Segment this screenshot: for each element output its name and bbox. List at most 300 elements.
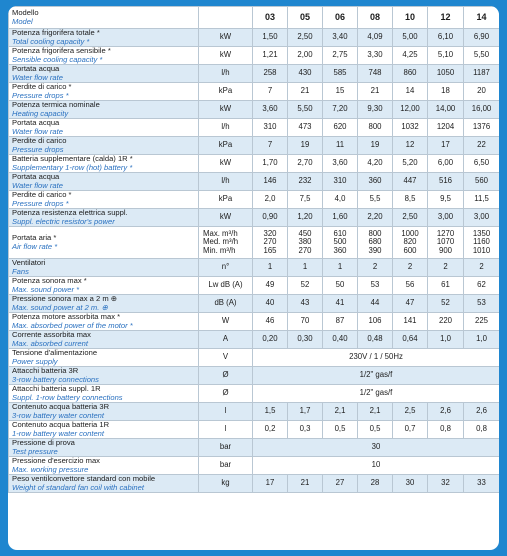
table-row: [9, 295, 500, 313]
model-label-cell: [9, 7, 199, 29]
value-line: 1160: [473, 237, 490, 247]
row-unit: V: [199, 349, 253, 367]
row-unit: kW: [199, 209, 253, 227]
row-value: 22: [464, 137, 500, 155]
row-value: 1,21: [253, 47, 288, 65]
row-unit: kPa: [199, 137, 253, 155]
row-span-value: 1/2" gas/f: [253, 367, 500, 385]
row-value: 748: [358, 65, 393, 83]
row-label-it: Batteria supplementare (calda) 1R *: [12, 154, 133, 163]
row-description: [9, 421, 199, 439]
row-description: [9, 439, 199, 457]
row-label-en: Pressure drops *: [12, 198, 69, 208]
row-value: 53: [358, 277, 393, 295]
value-line: 680: [368, 237, 382, 247]
row-value: 800: [358, 119, 393, 137]
row-label-en: Air flow rate *: [12, 241, 58, 251]
row-unit: kW: [199, 101, 253, 119]
row-value: 16,00: [464, 101, 500, 119]
row-value: 5,5: [358, 191, 393, 209]
row-span-value: 10: [253, 457, 500, 475]
row-value: 0,5: [323, 421, 358, 439]
row-value: 47: [393, 295, 428, 313]
model-number: 03: [253, 7, 288, 29]
row-value: 6,90: [464, 29, 500, 47]
row-label-it: Tensione d'alimentazione: [12, 348, 98, 357]
row-value: 0,5: [358, 421, 393, 439]
row-value: 9,30: [358, 101, 393, 119]
row-value: 19: [288, 137, 323, 155]
row-value: 220: [428, 313, 464, 331]
model-label-en: Model: [12, 16, 33, 26]
row-description: [9, 475, 199, 493]
row-description: [9, 65, 199, 83]
row-label-it: Pressione sonora max a 2 m ⊕: [12, 294, 118, 303]
row-description: [9, 367, 199, 385]
table-row: [9, 349, 500, 367]
value-line: 165: [263, 245, 277, 255]
row-label-en: Water flow rate: [12, 72, 63, 82]
row-value: 15: [323, 83, 358, 101]
row-value: 2,75: [323, 47, 358, 65]
row-description: [9, 191, 199, 209]
row-value: 2,6: [428, 403, 464, 421]
row-value: 56: [393, 277, 428, 295]
table-row: [9, 173, 500, 191]
value-line: 380: [298, 237, 312, 247]
row-label-it: Potenza termica nominale: [12, 100, 100, 109]
row-value: 1,60: [323, 209, 358, 227]
row-value: 0,30: [288, 331, 323, 349]
value-line: 820: [403, 237, 417, 247]
row-value: 0,90: [253, 209, 288, 227]
row-label-it: Corrente assorbita max: [12, 330, 91, 339]
row-value: 516: [428, 173, 464, 191]
row-description: [9, 457, 199, 475]
row-label-it: Contenuto acqua batteria 1R: [12, 420, 110, 429]
row-value: 2,00: [288, 47, 323, 65]
row-value: 7: [253, 137, 288, 155]
row-value: 2,6: [464, 403, 500, 421]
row-label-en: Max. absorbed current: [12, 338, 88, 348]
unit-header-cell: [199, 7, 253, 29]
row-value: 12,00: [393, 101, 428, 119]
row-unit: kW: [199, 155, 253, 173]
row-value: 258: [253, 65, 288, 83]
row-label-en: Power supply: [12, 356, 58, 366]
value-line: 1350: [472, 228, 491, 238]
row-description: [9, 313, 199, 331]
row-value: 44: [358, 295, 393, 313]
row-description: [9, 155, 199, 173]
value-line: 800: [368, 228, 382, 238]
table-row: [9, 209, 500, 227]
row-unit: l/h: [199, 173, 253, 191]
row-value: 17: [253, 475, 288, 493]
row-value: 1: [253, 259, 288, 277]
model-number: 14: [464, 7, 500, 29]
row-unit: [199, 227, 253, 259]
row-value: 1,7: [288, 403, 323, 421]
row-label-it: Ventilatori: [12, 258, 46, 267]
row-label-en: Suppl. electric resistor's power: [12, 216, 115, 226]
row-value: 2,1: [323, 403, 358, 421]
row-value: 310: [253, 119, 288, 137]
value-line: 390: [368, 245, 382, 255]
row-value: 5,00: [393, 29, 428, 47]
row-label-it: Perdite di carico *: [12, 190, 72, 199]
table-row: [9, 331, 500, 349]
row-value: 2: [393, 259, 428, 277]
row-value: 4,09: [358, 29, 393, 47]
value-line: 600: [403, 245, 417, 255]
row-unit: W: [199, 313, 253, 331]
row-unit: kW: [199, 29, 253, 47]
value-line: 1000: [401, 228, 419, 238]
row-value: 1,20: [288, 209, 323, 227]
row-label-it: Attacchi batteria 3R: [12, 366, 79, 375]
row-unit: kg: [199, 475, 253, 493]
row-value: 3,00: [428, 209, 464, 227]
row-value: 43: [288, 295, 323, 313]
row-value: 46: [253, 313, 288, 331]
row-description: [9, 227, 199, 259]
row-value: 2,5: [393, 403, 428, 421]
row-label-en: 3-row battery water content: [12, 410, 105, 420]
table-row: [9, 101, 500, 119]
row-value: 11: [323, 137, 358, 155]
row-description: [9, 137, 199, 155]
row-description: [9, 119, 199, 137]
row-label-it: Pressione di prova: [12, 438, 75, 447]
value-line: 1070: [436, 237, 455, 247]
row-value: 2,0: [253, 191, 288, 209]
row-value: 27: [323, 475, 358, 493]
spec-table: [8, 6, 499, 493]
row-label-it: Potenza sonora max *: [12, 276, 87, 285]
row-value: 4,20: [358, 155, 393, 173]
table-row: [9, 313, 500, 331]
row-value: 28: [358, 475, 393, 493]
row-label-en: 1-row battery water content: [12, 428, 105, 438]
row-value: 30: [393, 475, 428, 493]
row-label-en: Max. sound power *: [12, 284, 80, 294]
table-row: [9, 137, 500, 155]
row-value: 62: [464, 277, 500, 295]
table-row: [9, 119, 500, 137]
row-description: [9, 47, 199, 65]
row-value: 141: [393, 313, 428, 331]
row-value: [428, 227, 464, 259]
row-value: 41: [323, 295, 358, 313]
row-unit: l/h: [199, 119, 253, 137]
table-row: [9, 155, 500, 173]
table-row: [9, 191, 500, 209]
row-value: 0,7: [393, 421, 428, 439]
row-value: 87: [323, 313, 358, 331]
value-line: 270: [263, 237, 277, 247]
row-value: 9,5: [428, 191, 464, 209]
row-value: 53: [464, 295, 500, 313]
row-value: [464, 227, 500, 259]
row-value: 560: [464, 173, 500, 191]
row-value: 1: [288, 259, 323, 277]
row-label-en: Sensible cooling capacity *: [12, 54, 103, 64]
row-span-value: 1/2" gas/f: [253, 385, 500, 403]
row-description: [9, 209, 199, 227]
row-value: 4,25: [393, 47, 428, 65]
row-value: 5,50: [464, 47, 500, 65]
row-label-it: Peso ventilconvettore standard con mobile: [12, 474, 156, 483]
row-label-en: Max. working pressure: [12, 464, 89, 474]
row-unit: Ø: [199, 385, 253, 403]
row-value: 70: [288, 313, 323, 331]
row-value: 620: [323, 119, 358, 137]
row-value: 1204: [428, 119, 464, 137]
row-value: 33: [464, 475, 500, 493]
table-row: [9, 457, 500, 475]
row-value: 146: [253, 173, 288, 191]
row-description: [9, 385, 199, 403]
row-value: 2,20: [358, 209, 393, 227]
row-description: [9, 331, 199, 349]
row-description: [9, 403, 199, 421]
row-value: 1032: [393, 119, 428, 137]
row-value: 3,00: [464, 209, 500, 227]
row-value: 0,2: [253, 421, 288, 439]
row-value: 1: [323, 259, 358, 277]
row-unit: dB (A): [199, 295, 253, 313]
row-value: [253, 227, 288, 259]
value-line: 1270: [436, 228, 455, 238]
unit-line: Min. m³/h: [203, 245, 236, 255]
row-value: 14,00: [428, 101, 464, 119]
row-value: 5,20: [393, 155, 428, 173]
row-value: 5,50: [288, 101, 323, 119]
row-value: 18: [428, 83, 464, 101]
table-row: [9, 83, 500, 101]
model-number: 10: [393, 7, 428, 29]
row-value: 21: [288, 475, 323, 493]
row-value: 2: [428, 259, 464, 277]
unit-line: Med. m³/h: [203, 237, 239, 247]
row-value: [323, 227, 358, 259]
row-value: 52: [428, 295, 464, 313]
row-label-it: Portata aria *: [12, 233, 57, 242]
row-value: 12: [393, 137, 428, 155]
row-value: 40: [253, 295, 288, 313]
row-description: [9, 101, 199, 119]
row-label-en: Test pressure: [12, 446, 58, 456]
row-label-it: Perdite di carico *: [12, 82, 72, 91]
row-value: 19: [358, 137, 393, 155]
row-value: 20: [464, 83, 500, 101]
row-value: 2: [464, 259, 500, 277]
row-description: [9, 83, 199, 101]
row-label-it: Portata acqua: [12, 64, 60, 73]
unit-line: Max. m³/h: [203, 228, 238, 238]
row-description: [9, 173, 199, 191]
row-description: [9, 259, 199, 277]
row-label-it: Potenza motore assorbita max *: [12, 312, 121, 321]
row-label-it: Pressione d'esercizio max: [12, 456, 100, 465]
row-value: 1,0: [464, 331, 500, 349]
row-label-it: Portata acqua: [12, 118, 60, 127]
row-unit: kW: [199, 47, 253, 65]
row-label-it: Potenza frigorifera totale *: [12, 28, 100, 37]
row-label-en: Suppl. 1-row battery connections: [12, 392, 123, 402]
row-span-value: 30: [253, 439, 500, 457]
row-value: 1,5: [253, 403, 288, 421]
row-value: 2,50: [393, 209, 428, 227]
row-label-en: Water flow rate: [12, 180, 63, 190]
model-number: 12: [428, 7, 464, 29]
row-value: 21: [288, 83, 323, 101]
row-value: 860: [393, 65, 428, 83]
row-unit: kPa: [199, 83, 253, 101]
row-value: 14: [393, 83, 428, 101]
row-value: 7,5: [288, 191, 323, 209]
row-label-en: Max. absorbed power of the motor *: [12, 320, 133, 330]
row-value: 49: [253, 277, 288, 295]
row-value: 3,30: [358, 47, 393, 65]
row-value: 4,0: [323, 191, 358, 209]
table-row: [9, 277, 500, 295]
row-value: 0,48: [358, 331, 393, 349]
row-unit: l: [199, 403, 253, 421]
header-row: [9, 7, 500, 29]
row-value: 8,5: [393, 191, 428, 209]
table-row: [9, 439, 500, 457]
row-label-en: Pressure drops *: [12, 90, 69, 100]
row-unit: A: [199, 331, 253, 349]
row-value: 225: [464, 313, 500, 331]
table-row: [9, 403, 500, 421]
row-value: [288, 227, 323, 259]
value-line: 1010: [472, 245, 491, 255]
row-value: 7,20: [323, 101, 358, 119]
row-value: 21: [358, 83, 393, 101]
row-value: [393, 227, 428, 259]
row-value: 6,50: [464, 155, 500, 173]
table-row: [9, 475, 500, 493]
row-value: 106: [358, 313, 393, 331]
row-value: 6,00: [428, 155, 464, 173]
row-unit: bar: [199, 457, 253, 475]
row-label-it: Potenza frigorifera sensibile *: [12, 46, 111, 55]
model-label-it: Modello: [12, 8, 39, 17]
row-value: 11,5: [464, 191, 500, 209]
table-row: [9, 227, 500, 259]
row-description: [9, 277, 199, 295]
row-unit: kPa: [199, 191, 253, 209]
row-value: 3,60: [323, 155, 358, 173]
row-value: 430: [288, 65, 323, 83]
row-value: 17: [428, 137, 464, 155]
row-value: 52: [288, 277, 323, 295]
row-value: 0,40: [323, 331, 358, 349]
value-line: 360: [333, 245, 347, 255]
row-unit: n°: [199, 259, 253, 277]
value-line: 900: [438, 245, 452, 255]
row-value: 2,50: [288, 29, 323, 47]
row-value: 6,10: [428, 29, 464, 47]
row-value: 2: [358, 259, 393, 277]
row-value: 1376: [464, 119, 500, 137]
spec-table-frame: [8, 6, 499, 550]
table-row: [9, 259, 500, 277]
row-value: 1050: [428, 65, 464, 83]
row-label-en: Weight of standard fan coil with cabinet: [12, 482, 144, 492]
row-value: 232: [288, 173, 323, 191]
row-label-en: 3-row battery connections: [12, 374, 99, 384]
table-row: [9, 29, 500, 47]
row-value: 310: [323, 173, 358, 191]
row-value: 447: [393, 173, 428, 191]
table-row: [9, 421, 500, 439]
value-line: 450: [298, 228, 312, 238]
table-row: [9, 47, 500, 65]
value-line: 500: [333, 237, 347, 247]
row-value: 3,60: [253, 101, 288, 119]
row-value: 5,10: [428, 47, 464, 65]
model-number: 08: [358, 7, 393, 29]
row-unit: bar: [199, 439, 253, 457]
row-value: 1187: [464, 65, 500, 83]
row-label-en: Water flow rate: [12, 126, 63, 136]
row-value: 50: [323, 277, 358, 295]
row-value: 7: [253, 83, 288, 101]
row-value: 0,8: [464, 421, 500, 439]
model-number: 06: [323, 7, 358, 29]
row-unit: l: [199, 421, 253, 439]
value-line: 320: [263, 228, 277, 238]
row-value: 61: [428, 277, 464, 295]
row-label-it: Portata acqua: [12, 172, 60, 181]
row-value: 2,70: [288, 155, 323, 173]
row-label-en: Pressure drops: [12, 144, 64, 154]
row-value: 1,50: [253, 29, 288, 47]
table-row: [9, 65, 500, 83]
row-label-it: Potenza resistenza elettrica suppl.: [12, 208, 128, 217]
row-value: 1,70: [253, 155, 288, 173]
row-label-en: Total cooling capacity *: [12, 36, 90, 46]
row-value: 1,0: [428, 331, 464, 349]
row-label-en: Supplementary 1-row (hot) battery *: [12, 162, 133, 172]
value-line: 610: [333, 228, 347, 238]
row-value: 32: [428, 475, 464, 493]
row-span-value: 230V / 1 / 50Hz: [253, 349, 500, 367]
table-row: [9, 367, 500, 385]
table-row: [9, 385, 500, 403]
row-label-it: Perdite di carico: [12, 136, 67, 145]
row-description: [9, 29, 199, 47]
row-label-it: Contenuto acqua batteria 3R: [12, 402, 110, 411]
value-line: 270: [298, 245, 312, 255]
row-value: [358, 227, 393, 259]
row-label-en: Max. sound power at 2 m. ⊕: [12, 302, 108, 312]
row-value: 0,64: [393, 331, 428, 349]
row-description: [9, 295, 199, 313]
row-unit: Ø: [199, 367, 253, 385]
row-label-en: Fans: [12, 266, 29, 276]
row-description: [9, 349, 199, 367]
row-value: 0,20: [253, 331, 288, 349]
row-value: 585: [323, 65, 358, 83]
row-label-it: Attacchi batteria suppl. 1R: [12, 384, 101, 393]
row-value: 0,8: [428, 421, 464, 439]
row-unit: l/h: [199, 65, 253, 83]
